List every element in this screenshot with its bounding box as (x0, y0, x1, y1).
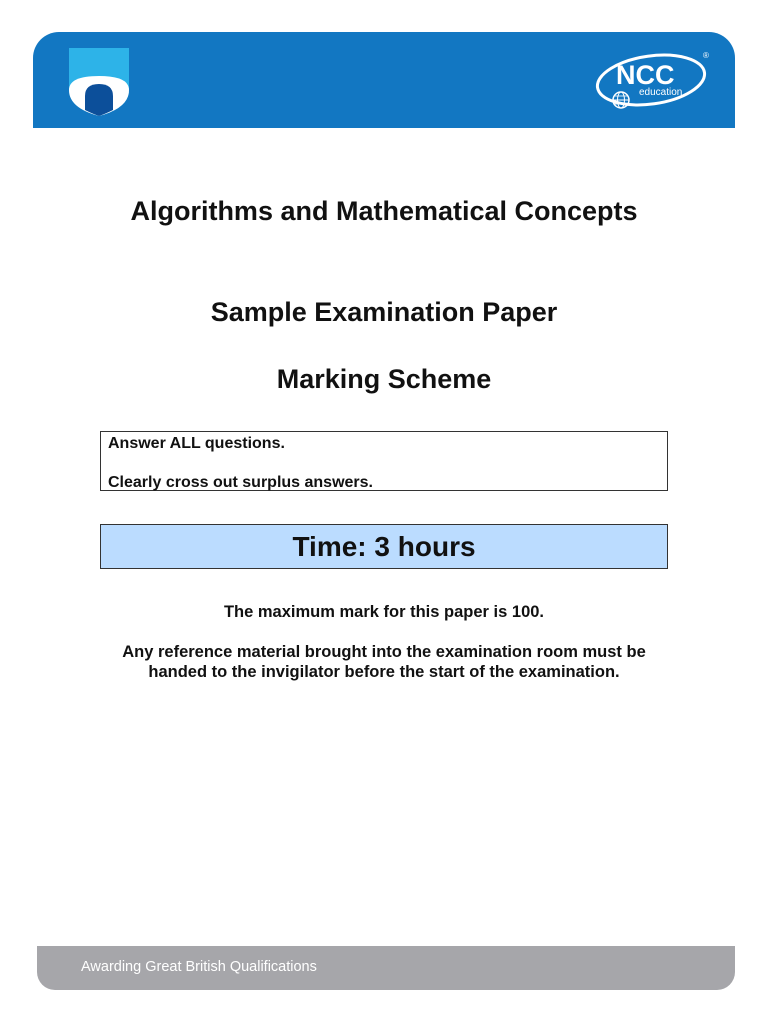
shield-crest-icon (67, 46, 131, 118)
reference-material-notice (0, 642, 768, 682)
reference-notice-line-2: handed to the invigilator before the start of the examination. (148, 663, 620, 681)
course-title: Algorithms and Mathematical Concepts (130, 196, 638, 226)
logo-sub-text: education (639, 87, 683, 98)
logo-registered-mark: ® (703, 51, 709, 60)
footer-band (37, 946, 735, 990)
time-box: Time: 3 hours (100, 524, 668, 569)
instruction-cross-out: Clearly cross out surplus answers. (108, 474, 373, 491)
header-band (33, 32, 735, 128)
globe-icon (613, 92, 629, 108)
marking-scheme-title: Marking Scheme (276, 364, 492, 394)
footer-tagline: Awarding Great British Qualifications (81, 959, 317, 975)
instruction-answer-all: Answer ALL questions. (108, 435, 285, 452)
paper-title: Sample Examination Paper (210, 297, 558, 327)
max-mark-notice: The maximum mark for this paper is 100. (223, 603, 545, 621)
reference-notice-line-1: Any reference material brought into the examination room must be (122, 643, 646, 661)
instructions-box (100, 431, 668, 491)
logo-main-text: NCC (616, 60, 675, 90)
ncc-education-logo (595, 48, 713, 112)
